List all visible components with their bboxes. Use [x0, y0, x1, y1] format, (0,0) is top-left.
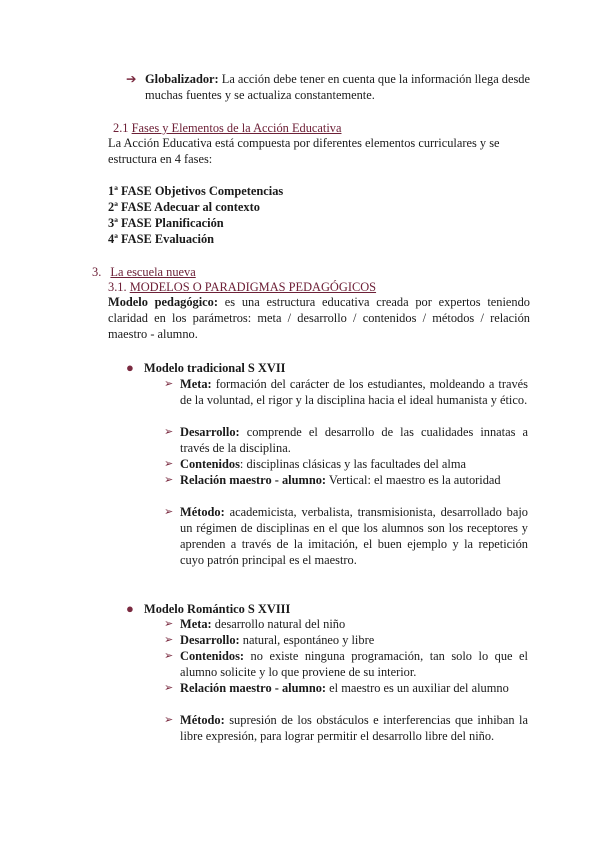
arrowhead-icon: ➢: [164, 682, 174, 694]
globalizador-paragraph: [145, 71, 530, 103]
tradicional-item-desarrollo: [180, 424, 528, 456]
item-text: comprende el desarrollo de las cualidades innatas a través de la disciplina.: [180, 425, 528, 455]
section-2-1-text: La Acción Educativa está compuesta por diferentes elementos curriculares y se estructura en 4 fases:: [108, 136, 500, 166]
arrowhead-icon: ➢: [164, 458, 174, 470]
arrowhead-icon: ➢: [164, 650, 174, 662]
arrowhead-icon: ➢: [164, 474, 174, 486]
tradicional-item-meta: [180, 376, 528, 408]
arrowhead-icon: ➢: [164, 426, 174, 438]
item-term: Contenidos: [180, 457, 240, 471]
section-number: 3.: [92, 265, 102, 279]
subsection-title[interactable]: MODELOS O PARADIGMAS PEDAGÓGICOS: [129, 280, 377, 294]
item-term: Relación maestro - alumno:: [180, 681, 327, 695]
section-title[interactable]: La escuela nueva: [110, 265, 196, 279]
arrowhead-icon: ➢: [164, 634, 174, 646]
item-term: Contenidos:: [180, 649, 245, 663]
phase-3: 3ª FASE Planificación: [108, 216, 224, 230]
tradicional-item-metodo: [180, 504, 528, 568]
item-term: Meta:: [180, 377, 212, 391]
romantico-item-desarrollo: [180, 632, 528, 648]
section-3-heading: [92, 264, 196, 280]
item-text: el maestro es un auxiliar del alumno: [329, 681, 509, 695]
item-term: Relación maestro - alumno:: [180, 473, 327, 487]
section-title[interactable]: Fases y Elementos de la Acción Educativa: [131, 121, 342, 135]
romantico-item-metodo: [180, 712, 528, 744]
item-text: Vertical: el maestro es la autoridad: [328, 473, 501, 487]
item-term: Método:: [180, 713, 225, 727]
item-term: Desarrollo:: [180, 633, 240, 647]
subsection-number: 3.1.: [108, 280, 127, 294]
arrowhead-icon: ➢: [164, 506, 174, 518]
romantico-item-contenidos: [180, 648, 528, 680]
item-text: natural, espontáneo y libre: [242, 633, 375, 647]
phase-2: 2ª FASE Adecuar al contexto: [108, 200, 260, 214]
phase-1: 1ª FASE Objetivos Competencias: [108, 184, 284, 198]
arrowhead-icon: ➢: [164, 378, 174, 390]
item-term: Meta:: [180, 617, 212, 631]
section-number: 2.1: [113, 121, 129, 135]
item-term: Desarrollo:: [180, 425, 240, 439]
modelo-pedagogico-paragraph: [108, 294, 530, 342]
bullet-icon: ●: [126, 360, 134, 375]
section-2-1-heading: [113, 120, 342, 136]
intro-term: Modelo pedagógico:: [108, 295, 218, 309]
section-3-1-heading: [108, 279, 376, 295]
globalizador-text: La acción debe tener en cuenta que la información llega desde muchas fuentes y se actualiza constantemente.: [145, 72, 531, 102]
tradicional-item-contenidos: [180, 456, 528, 472]
intro-text: es una estructura educativa creada por expertos teniendo claridad en los parámetros: meta / desarrollo / contenidos / métodos / relación maestro - alumno.: [108, 295, 530, 341]
item-text: supresión de los obstáculos e interferencias que inhiban la libre expresión, para lograr permitir el desarrollo libre del niño.: [180, 713, 528, 743]
tradicional-title: Modelo tradicional S XVII: [144, 361, 286, 375]
arrowhead-icon: ➢: [164, 618, 174, 630]
romantico-title: Modelo Romántico S XVIII: [144, 602, 291, 616]
item-term: Método:: [180, 505, 225, 519]
arrowhead-icon: ➢: [164, 714, 174, 726]
arrow-icon: ➔: [126, 72, 137, 86]
bullet-icon: ●: [126, 601, 134, 616]
item-text: no existe ninguna programación, tan solo lo que el alumno solicite y lo que proviene de su interior.: [180, 649, 528, 679]
item-text: academicista, verbalista, transmisionista, desarrollado bajo un régimen de disciplinas en el que los alumnos son los receptores y aprenden a través de la imitación, el buen ejemplo y la repetición cuyo patrón principal es el maestro.: [180, 505, 528, 567]
globalizador-term: Globalizador:: [145, 72, 219, 86]
romantico-item-meta: [180, 616, 528, 632]
tradicional-item-relacion: [180, 472, 528, 488]
item-text: formación del carácter de los estudiantes, moldeando a través de la voluntad, el rigor y la disciplina hacia el ideal humanista y ético.: [180, 377, 528, 407]
phase-4: 4ª FASE Evaluación: [108, 232, 215, 246]
romantico-item-relacion: [180, 680, 528, 696]
item-text: : disciplinas clásicas y las facultades del alma: [239, 457, 466, 471]
item-text: desarrollo natural del niño: [214, 617, 346, 631]
